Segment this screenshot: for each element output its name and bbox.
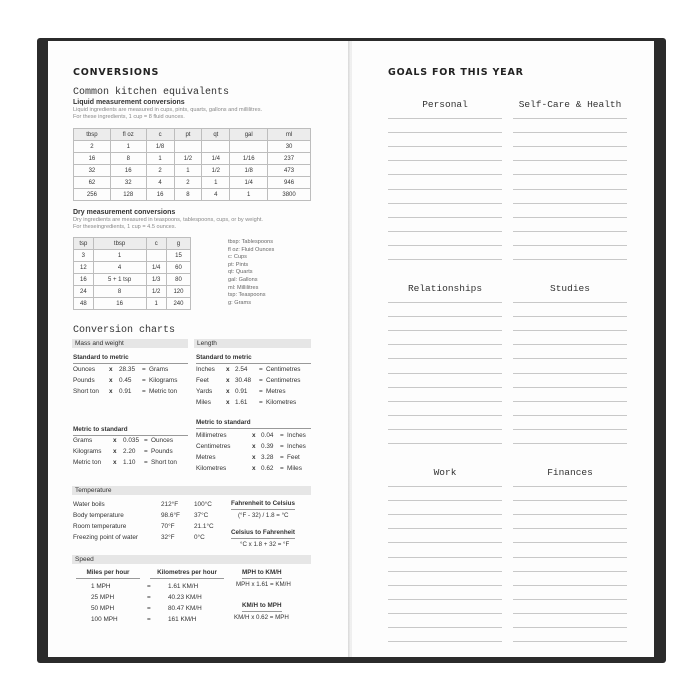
writing-line	[388, 189, 502, 190]
goal-section-title: Relationships	[407, 283, 483, 294]
writing-line	[388, 557, 502, 558]
mass-m2s-title: Metric to standard	[73, 426, 188, 436]
goal-section-title: Studies	[550, 283, 590, 294]
writing-line	[388, 174, 502, 175]
legend-item: tbsp: Tablespoons	[228, 239, 273, 245]
dry-table-cell: 1/4	[146, 262, 166, 274]
writing-line	[388, 203, 502, 204]
mass-s2m-cell: Short ton	[73, 388, 99, 395]
writing-line	[388, 443, 502, 444]
mass-m2s-cell: 2.20	[123, 448, 136, 455]
liquid-table-cell: 1	[146, 153, 174, 165]
k2m-title: KM/H to MPH	[242, 602, 282, 612]
dry-table-cell: 1/2	[146, 286, 166, 298]
mass-m2s-cell: Pounds	[151, 448, 173, 455]
speed-cell: 100 MPH	[91, 616, 118, 623]
length-s2m-cell: 30.48	[235, 377, 251, 384]
mass-s2m-cell: Kilograms	[149, 377, 178, 384]
liquid-table-cell	[174, 141, 202, 153]
writing-line	[513, 344, 627, 345]
writing-line	[513, 571, 627, 572]
legend-item: g: Grams	[228, 299, 252, 306]
mass-m2s-cell: Short ton	[151, 459, 177, 466]
writing-line	[513, 443, 627, 444]
speed-col-kmh: Kilometres per hour	[150, 569, 224, 579]
length-m2s-cell: 0.62	[261, 465, 274, 472]
liquid-table-cell: 4	[146, 177, 174, 189]
writing-line	[513, 429, 627, 430]
liquid-table-row	[74, 153, 311, 165]
liquid-table-cell: 2	[74, 141, 111, 153]
mass-bar: Mass and weight	[72, 339, 188, 348]
writing-line	[513, 401, 627, 402]
writing-line	[388, 132, 502, 133]
writing-line	[388, 302, 502, 303]
liquid-table-cell: 1/8	[146, 141, 174, 153]
length-s2m-cell: Yards	[196, 388, 213, 395]
liquid-table-row	[74, 141, 311, 153]
mass-s2m-cell: =	[142, 377, 146, 384]
speed-cell: 1.61 KM/H	[168, 583, 199, 590]
liquid-table-cell: 1	[230, 189, 268, 201]
liquid-note-line: Liquid ingredients are measured in cups, pints, quarts, gallons and millilitres.	[73, 107, 263, 113]
liquid-title: Liquid measurement conversions	[73, 99, 185, 106]
liquid-table-cell: 62	[74, 177, 111, 189]
dry-table-header-row	[74, 238, 191, 250]
writing-line	[388, 415, 502, 416]
temperature-cell: Freezing point of water	[73, 534, 139, 541]
length-m2s-cell: 0.39	[261, 443, 274, 450]
liquid-table-cell: 1	[174, 165, 202, 177]
length-m2s-cell: x	[252, 465, 256, 472]
length-m2s-cell: 0.04	[261, 432, 274, 439]
liquid-table-header-row	[74, 129, 311, 141]
liquid-note-line: For these ingredients, 1 cup = 8 fluid ounces.	[73, 114, 185, 120]
length-s2m-title: Standard to metric	[196, 354, 311, 364]
length-s2m-cell: =	[259, 399, 263, 406]
length-s2m-cell: Centimetres	[266, 366, 301, 373]
liquid-note	[73, 107, 262, 121]
mass-s2m-cell: Ounces	[73, 366, 96, 373]
speed-col-mph: Miles per hour	[76, 569, 140, 579]
writing-line	[388, 358, 502, 359]
speed-cell: 50 MPH	[91, 605, 115, 612]
liquid-table-cell: 16	[146, 189, 174, 201]
writing-line	[513, 387, 627, 388]
liquid-table	[73, 128, 311, 201]
liquid-table-cell: 2	[146, 165, 174, 177]
writing-line	[388, 146, 502, 147]
length-s2m-cell: Kilometres	[266, 399, 297, 406]
length-s2m-cell: 0.91	[235, 388, 248, 395]
legend-item: ml: Millilitres	[228, 284, 259, 291]
mass-s2m-cell: 0.45	[119, 377, 132, 384]
m2k-formula: MPH x 1.61 = KM/H	[236, 581, 291, 588]
mass-m2s-cell: =	[144, 437, 148, 444]
length-s2m-cell: Metres	[266, 388, 286, 395]
length-m2s-cell: =	[280, 454, 284, 461]
writing-line	[388, 330, 502, 331]
writing-line	[388, 571, 502, 572]
liquid-table-cell: 128	[110, 189, 146, 201]
mass-s2m-cell: =	[142, 388, 146, 395]
liquid-table-cell: 8	[110, 153, 146, 165]
temperature-cell: 32°F	[161, 534, 175, 541]
goal-section-title: Personal	[422, 99, 468, 110]
speed-cell: =	[147, 605, 151, 612]
speed-cell: 161 KM/H	[168, 616, 197, 623]
writing-line	[513, 528, 627, 529]
length-m2s-cell: Metres	[196, 454, 216, 461]
liquid-table-cell: 8	[174, 189, 202, 201]
liquid-table-header-cell: c	[146, 129, 174, 141]
dry-table-cell: 3	[74, 250, 94, 262]
dry-table-cell: 16	[74, 274, 94, 286]
dry-table-cell: 12	[74, 262, 94, 274]
liquid-table-header-cell: ml	[268, 129, 311, 141]
mass-s2m-cell: x	[109, 366, 113, 373]
writing-line	[388, 514, 502, 515]
writing-line	[388, 627, 502, 628]
dry-table-cell: 1	[146, 298, 166, 310]
dry-table-cell: 1/3	[146, 274, 166, 286]
liquid-table-cell: 256	[74, 189, 111, 201]
length-s2m-cell: 2.54	[235, 366, 248, 373]
liquid-table-cell: 2	[174, 177, 202, 189]
length-s2m-cell: x	[226, 388, 230, 395]
f2c-formula: (°F - 32) / 1.8 = °C	[238, 512, 289, 519]
liquid-table-cell: 1	[202, 177, 230, 189]
writing-line	[513, 627, 627, 628]
length-s2m-cell: =	[259, 366, 263, 373]
writing-line	[513, 486, 627, 487]
left-page	[48, 41, 350, 657]
dry-table-row	[74, 262, 191, 274]
writing-line	[513, 599, 627, 600]
length-s2m-cell: x	[226, 377, 230, 384]
dry-table-row	[74, 286, 191, 298]
writing-line	[513, 160, 627, 161]
writing-line	[513, 259, 627, 260]
temperature-cell: 21.1°C	[194, 523, 214, 530]
liquid-table-row	[74, 177, 311, 189]
liquid-table-header-cell: qt	[202, 129, 230, 141]
dry-table-cell: 8	[93, 286, 146, 298]
writing-line	[513, 203, 627, 204]
liquid-table-cell: 32	[74, 165, 111, 177]
temperature-cell: 212°F	[161, 501, 179, 508]
writing-line	[388, 316, 502, 317]
dry-table	[73, 237, 191, 310]
dry-table-header-cell: tbsp	[93, 238, 146, 250]
writing-line	[513, 542, 627, 543]
mass-m2s-cell: Grams	[73, 437, 93, 444]
mass-m2s-cell: x	[113, 437, 117, 444]
dry-table-cell: 16	[93, 298, 146, 310]
dry-table-cell: 120	[166, 286, 190, 298]
mass-s2m-cell: x	[109, 377, 113, 384]
k2m-formula: KM/H x 0.62 = MPH	[234, 614, 289, 621]
length-m2s-cell: =	[280, 443, 284, 450]
writing-line	[513, 514, 627, 515]
dry-table-header-cell: tsp	[74, 238, 94, 250]
speed-cell: 1 MPH	[91, 583, 111, 590]
writing-line	[513, 358, 627, 359]
mass-m2s-cell: =	[144, 459, 148, 466]
length-m2s-cell: Feet	[287, 454, 300, 461]
mass-s2m-cell: =	[142, 366, 146, 373]
length-s2m-cell: x	[226, 366, 230, 373]
temperature-cell: Water boils	[73, 501, 105, 508]
dry-table-cell: 60	[166, 262, 190, 274]
length-m2s-cell: =	[280, 465, 284, 472]
dry-table-row	[74, 250, 191, 262]
mass-m2s-cell: Ounces	[151, 437, 174, 444]
f2c-title: Fahrenheit to Celsius	[231, 500, 295, 510]
legend-item: qt: Quarts	[228, 269, 253, 276]
dry-table-cell: 48	[74, 298, 94, 310]
writing-line	[388, 542, 502, 543]
writing-line	[388, 613, 502, 614]
goals-title: GOALS FOR THIS YEAR	[388, 67, 524, 78]
dry-table-cell: 15	[166, 250, 190, 262]
mass-s2m-cell: 28.35	[119, 366, 135, 373]
mass-s2m-cell: x	[109, 388, 113, 395]
mass-m2s-cell: 1.10	[123, 459, 136, 466]
mass-s2m-cell: 0.91	[119, 388, 132, 395]
writing-line	[388, 387, 502, 388]
abbreviation-legend	[228, 239, 274, 307]
length-m2s-cell: Centimetres	[196, 443, 231, 450]
dry-note-line: Dry ingredients are measured in teaspoons, tablespoons, cups, or by weight.	[73, 217, 263, 223]
writing-line	[388, 641, 502, 642]
charts-title: Conversion charts	[73, 325, 176, 336]
writing-line	[513, 245, 627, 246]
length-s2m-cell: Miles	[196, 399, 211, 406]
writing-line	[388, 401, 502, 402]
writing-line	[513, 373, 627, 374]
writing-line	[513, 231, 627, 232]
mass-m2s-cell: Metric ton	[73, 459, 102, 466]
dry-note-line: For theseingredients, 1 cup = 4.5 ounces.	[73, 224, 177, 230]
speed-cell: =	[147, 616, 151, 623]
goal-section-title: Work	[433, 467, 457, 478]
dry-table-header-cell: g	[166, 238, 190, 250]
writing-line	[388, 486, 502, 487]
writing-line	[513, 415, 627, 416]
writing-line	[513, 302, 627, 303]
m2k-title: MPH to KM/H	[242, 569, 282, 579]
mass-m2s-cell: x	[113, 448, 117, 455]
writing-line	[388, 118, 502, 119]
section-title: Common kitchen equivalents	[73, 87, 230, 98]
temperature-bar: Temperature	[72, 486, 311, 495]
mass-s2m-title: Standard to metric	[73, 354, 188, 364]
mass-s2m-cell: Grams	[149, 366, 169, 373]
liquid-table-cell: 1/2	[202, 165, 230, 177]
speed-bar: Speed	[72, 555, 311, 564]
goal-section-title: Self-Care & Health	[518, 99, 622, 110]
mass-s2m-cell: Pounds	[73, 377, 95, 384]
length-m2s-cell: x	[252, 432, 256, 439]
liquid-table-cell: 237	[268, 153, 311, 165]
writing-line	[388, 528, 502, 529]
dry-table-cell: 80	[166, 274, 190, 286]
writing-line	[388, 500, 502, 501]
dry-table-row	[74, 298, 191, 310]
writing-line	[388, 429, 502, 430]
temperature-cell: Room temperature	[73, 523, 127, 530]
page-title: CONVERSIONS	[73, 67, 160, 78]
liquid-table-cell: 16	[74, 153, 111, 165]
liquid-table-header-cell: gal	[230, 129, 268, 141]
dry-table-cell	[146, 250, 166, 262]
writing-line	[513, 316, 627, 317]
dry-note	[73, 217, 263, 231]
temperature-cell: 100°C	[194, 501, 212, 508]
right-page	[352, 41, 654, 657]
liquid-table-header-cell: pt	[174, 129, 202, 141]
writing-line	[513, 613, 627, 614]
dry-table-cell: 4	[93, 262, 146, 274]
temperature-cell: 0°C	[194, 534, 205, 541]
writing-line	[513, 132, 627, 133]
liquid-table-cell	[202, 141, 230, 153]
length-m2s-cell: Miles	[287, 465, 302, 472]
liquid-table-cell: 1/8	[230, 165, 268, 177]
liquid-table-cell: 30	[268, 141, 311, 153]
length-s2m-cell: Centimetres	[266, 377, 301, 384]
speed-cell: =	[147, 594, 151, 601]
writing-line	[513, 217, 627, 218]
length-m2s-cell: =	[280, 432, 284, 439]
writing-line	[513, 641, 627, 642]
speed-cell: 80.47 KM/H	[168, 605, 202, 612]
liquid-table-row	[74, 189, 311, 201]
dry-table-cell: 24	[74, 286, 94, 298]
writing-line	[513, 189, 627, 190]
mass-m2s-cell: 0.035	[123, 437, 139, 444]
length-s2m-cell: =	[259, 388, 263, 395]
liquid-table-row	[74, 165, 311, 177]
dry-title: Dry measurement conversions	[73, 209, 176, 216]
length-s2m-cell: =	[259, 377, 263, 384]
liquid-table-cell: 1/16	[230, 153, 268, 165]
length-bar: Length	[194, 339, 311, 348]
length-m2s-title: Metric to standard	[196, 419, 311, 429]
mass-m2s-cell: x	[113, 459, 117, 466]
writing-line	[388, 599, 502, 600]
legend-item: gal: Gallons	[228, 276, 258, 283]
temperature-cell: 70°F	[161, 523, 175, 530]
writing-line	[388, 160, 502, 161]
length-s2m-cell: x	[226, 399, 230, 406]
length-m2s-cell: Inches	[287, 443, 306, 450]
length-s2m-cell: Feet	[196, 377, 209, 384]
liquid-table-cell: 4	[202, 189, 230, 201]
dry-table-cell: 240	[166, 298, 190, 310]
temperature-cell: Body temperature	[73, 512, 124, 519]
goal-section-title: Finances	[547, 467, 593, 478]
dry-table-cell: 1	[93, 250, 146, 262]
liquid-table-cell: 1/4	[202, 153, 230, 165]
writing-line	[388, 245, 502, 246]
writing-line	[388, 231, 502, 232]
writing-line	[513, 174, 627, 175]
liquid-table-header-cell: tbsp	[74, 129, 111, 141]
liquid-table-cell	[230, 141, 268, 153]
writing-line	[388, 373, 502, 374]
legend-item: pt: Pints	[228, 261, 249, 268]
temperature-cell: 37°C	[194, 512, 209, 519]
temperature-cell: 98.6°F	[161, 512, 180, 519]
dry-table-cell: 5 + 1 tsp	[93, 274, 146, 286]
speed-cell: 40.23 KM/H	[168, 594, 202, 601]
dry-table-row	[74, 274, 191, 286]
length-m2s-cell: 3.28	[261, 454, 274, 461]
length-m2s-cell: Millimetres	[196, 432, 227, 439]
liquid-table-cell: 32	[110, 177, 146, 189]
writing-line	[513, 500, 627, 501]
c2f-title: Celsius to Fahrenheit	[231, 529, 295, 539]
writing-line	[388, 259, 502, 260]
mass-m2s-cell: Kilograms	[73, 448, 102, 455]
liquid-table-cell: 16	[110, 165, 146, 177]
writing-line	[513, 146, 627, 147]
length-s2m-cell: Inches	[196, 366, 215, 373]
writing-line	[513, 118, 627, 119]
liquid-table-cell: 1/2	[174, 153, 202, 165]
legend-item: c: Cups	[228, 254, 247, 261]
writing-line	[513, 330, 627, 331]
length-s2m-cell: 1.61	[235, 399, 248, 406]
speed-cell: 25 MPH	[91, 594, 115, 601]
liquid-table-cell: 3800	[268, 189, 311, 201]
length-m2s-cell: Inches	[287, 432, 306, 439]
speed-cell: =	[147, 583, 151, 590]
writing-line	[513, 585, 627, 586]
legend-item: tsp: Teaspoons	[228, 292, 266, 299]
liquid-table-cell: 473	[268, 165, 311, 177]
writing-line	[513, 557, 627, 558]
liquid-table-cell: 1/4	[230, 177, 268, 189]
writing-line	[388, 585, 502, 586]
c2f-formula: °C x 1.8 + 32 = °F	[240, 541, 290, 548]
mass-m2s-cell: =	[144, 448, 148, 455]
dry-table-header-cell: c	[146, 238, 166, 250]
legend-item: fl oz: Fluid Ounces	[228, 246, 275, 253]
liquid-table-cell: 946	[268, 177, 311, 189]
writing-line	[388, 217, 502, 218]
length-m2s-cell: x	[252, 454, 256, 461]
length-m2s-cell: Kilometres	[196, 465, 227, 472]
liquid-table-header-cell: fl oz	[110, 129, 146, 141]
mass-s2m-cell: Metric ton	[149, 388, 178, 395]
liquid-table-cell: 1	[110, 141, 146, 153]
writing-line	[388, 344, 502, 345]
length-m2s-cell: x	[252, 443, 256, 450]
